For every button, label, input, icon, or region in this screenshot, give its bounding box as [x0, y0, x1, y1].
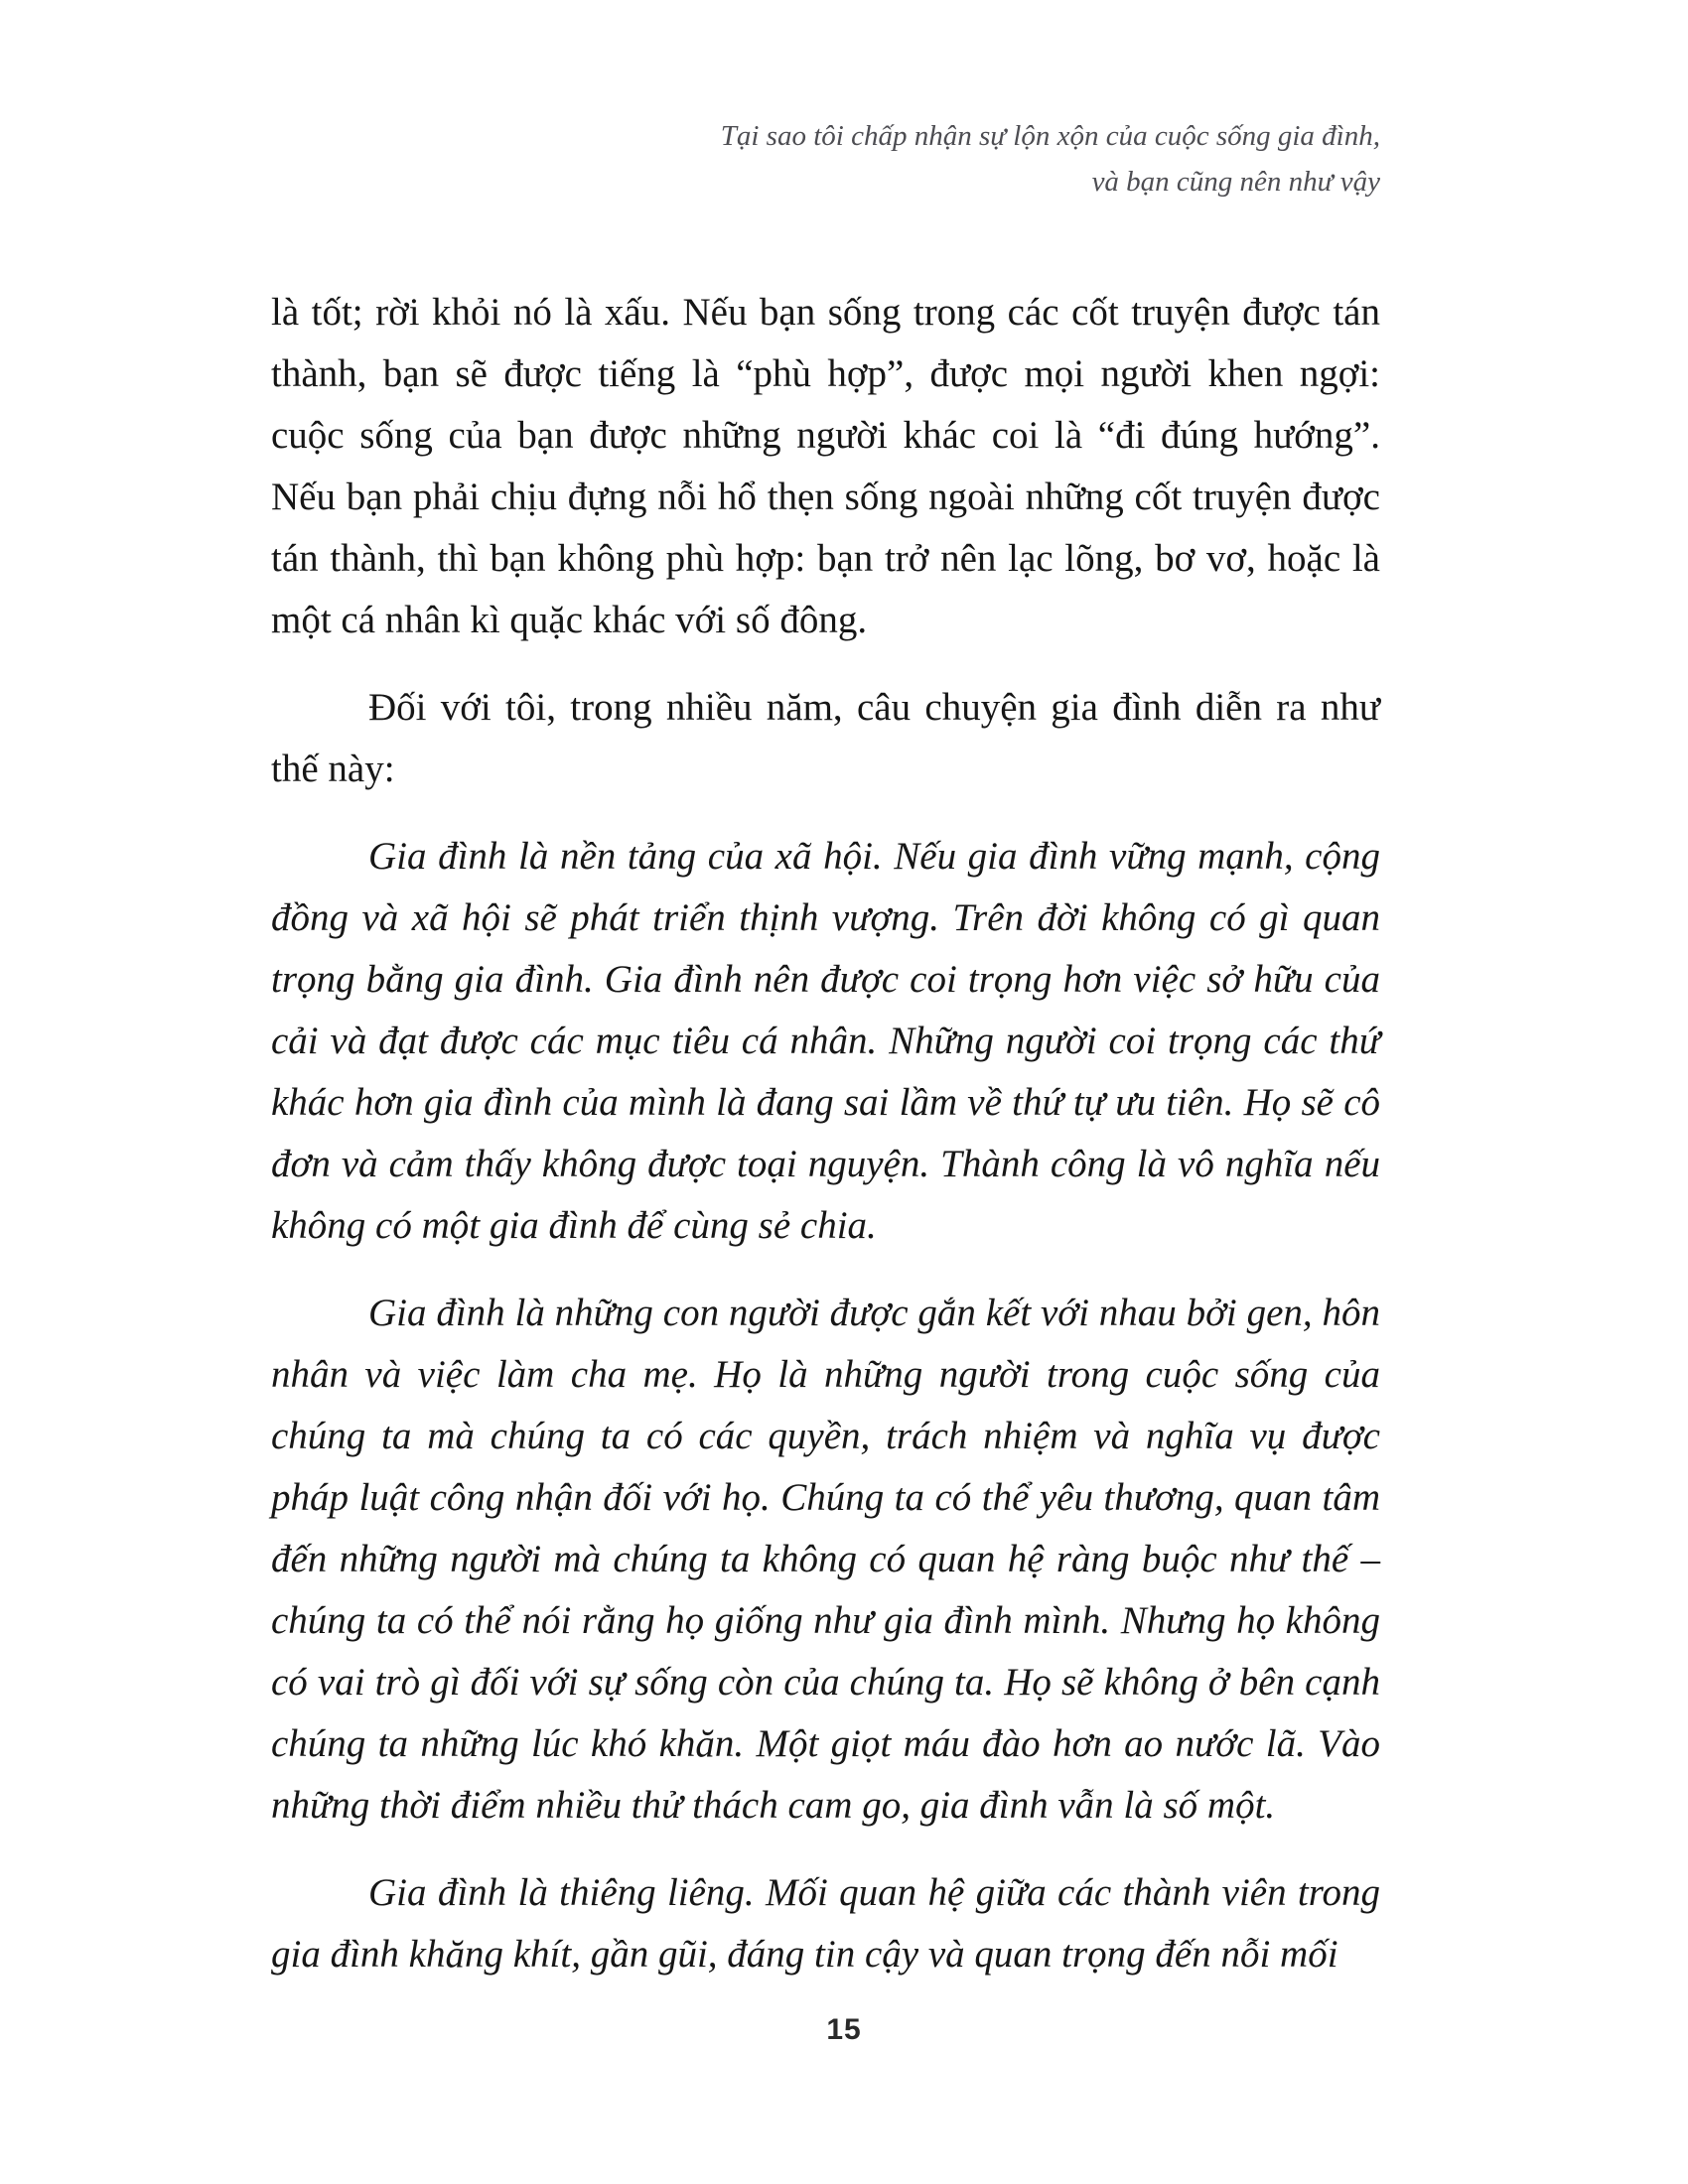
page-number: 15	[826, 2013, 862, 2046]
paragraph-family-definition: Gia đình là những con người được gắn kết với nhau bởi gen, hôn nhân và việc làm cha mẹ. Họ là những người trong cuộc sống của chúng ta mà chúng ta có các quyền, trách nhiệm và nghĩa vụ được pháp luật công nhận đối với họ. Chúng ta có thể yêu thương, quan tâm đến những người mà chúng ta không có quan hệ ràng buộc như thế – chúng ta có thể nói rằng họ giống như gia đình mình. Nhưng họ không có vai trò gì đối với sự sống còn của chúng ta. Họ sẽ không ở bên cạnh chúng ta những lúc khó khăn. Một giọt máu đào hơn ao nước lã. Vào những thời điểm nhiều thử thách cam go, gia đình vẫn là số một.	[271, 1292, 1380, 1827]
running-header	[721, 113, 1380, 205]
paragraph-continued-from-previous-page: là tốt; rời khỏi nó là xấu. Nếu bạn sống trong các cốt truyện được tán thành, bạn sẽ được tiếng là “phù hợp”, được mọi người khen ngợi: cuộc sống của bạn được những người khác coi là “đi đúng hướng”. Nếu bạn phải chịu đựng nỗi hổ thẹn sống ngoài những cốt truyện được tán thành, thì bạn không phù hợp: bạn trở nên lạc lõng, bơ vơ, hoặc là một cá nhân kì quặc khác với số đông.	[271, 291, 1380, 641]
paragraph-family-foundation: Gia đình là nền tảng của xã hội. Nếu gia đình vững mạnh, cộng đồng và xã hội sẽ phát triển thịnh vượng. Trên đời không có gì quan trọng bằng gia đình. Gia đình nên được coi trọng hơn việc sở hữu của cải và đạt được các mục tiêu cá nhân. Những người coi trọng các thứ khác hơn gia đình của mình là đang sai lầm về thứ tự ưu tiên. Họ sẽ cô đơn và cảm thấy không được toại nguyện. Thành công là vô nghĩa nếu không có một gia đình để cùng sẻ chia.	[271, 835, 1380, 1247]
running-header-line-1: Tại sao tôi chấp nhận sự lộn xộn của cuộc sống gia đình,	[720, 120, 1380, 152]
paragraph-family-sacred: Gia đình là thiêng liêng. Mối quan hệ giữa các thành viên trong gia đình khăng khít, gần gũi, đáng tin cậy và quan trọng đến nỗi mối	[271, 1871, 1380, 1976]
page-body-text	[271, 282, 1380, 1985]
running-header-line-2: và bạn cũng nên như vậy	[1091, 166, 1380, 198]
paragraph-intro-family-story: Đối với tôi, trong nhiều năm, câu chuyện gia đình diễn ra như thế này:	[271, 686, 1380, 790]
